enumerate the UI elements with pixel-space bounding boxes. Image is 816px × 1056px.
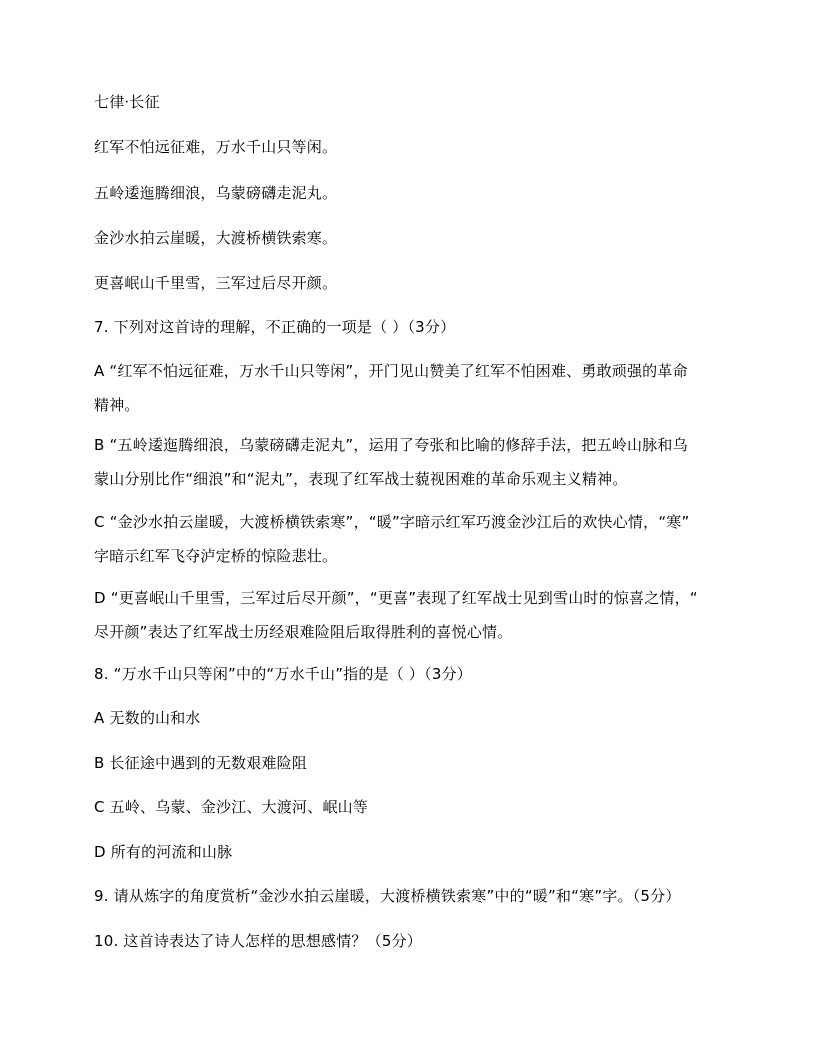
poem-line-2: 五岭逶迤腾细浪，乌蒙磅礴走泥丸。 — [94, 184, 338, 202]
question-8-option-b: B 长征途中遇到的无数艰难险阻 — [94, 754, 308, 772]
option-a-line-1: A “红军不怕远征难，万水千山只等闲”，开门见山赞美了红军不怕困难、勇敢顽强的革命 — [94, 362, 688, 380]
poem-title: 七律·长征 — [94, 93, 160, 111]
question-8-stem: 8. “万水千山只等闲”中的“万水千山”指的是（ ）（3分） — [94, 665, 472, 683]
option-c-line-2: 字暗示红军飞夺泸定桥的惊险悲壮。 — [94, 547, 338, 565]
option-c-line-1: C “金沙水拍云崖暖，大渡桥横铁索寒”，“暖”字暗示红军巧渡金沙江后的欢快心情，“寒” — [94, 513, 690, 531]
question-7-option-d — [94, 581, 734, 649]
option-b-line-1: B “五岭逶迤腾细浪，乌蒙磅礴走泥丸”，运用了夸张和比喻的修辞手法，把五岭山脉和乌 — [94, 436, 688, 454]
option-a-line-2: 精神。 — [94, 396, 140, 414]
question-10-stem: 10. 这首诗表达了诗人怎样的思想感情？（5分） — [94, 932, 422, 950]
question-8-option-a: A 无数的山和水 — [94, 709, 201, 727]
question-8-option-d: D 所有的河流和山脉 — [94, 843, 233, 861]
question-7-option-b — [94, 428, 734, 496]
question-9-stem: 9. 请从炼字的角度赏析“金沙水拍云崖暖，大渡桥横铁索寒”中的“暖”和“寒”字。（5分） — [94, 887, 681, 905]
poem-line-3: 金沙水拍云崖暖，大渡桥横铁索寒。 — [94, 229, 338, 247]
question-7-option-a — [94, 354, 734, 422]
poem-line-4: 更喜岷山千里雪，三军过后尽开颜。 — [94, 274, 338, 292]
option-d-line-2: 尽开颜”表达了红军战士历经艰难险阻后取得胜利的喜悦心情。 — [94, 623, 513, 641]
question-7-option-c — [94, 505, 734, 573]
poem-line-1: 红军不怕远征难，万水千山只等闲。 — [94, 138, 338, 156]
option-d-line-1: D “更喜岷山千里雪，三军过后尽开颜”，“更喜”表现了红军战士见到雪山时的惊喜之情，“ — [94, 589, 698, 607]
question-8-option-c: C 五岭、乌蒙、金沙江、大渡河、岷山等 — [94, 798, 369, 816]
question-7-stem: 7. 下列对这首诗的理解，不正确的一项是（ ）（3分） — [94, 318, 456, 336]
option-b-line-2: 蒙山分别比作“细浪”和“泥丸”，表现了红军战士藐视困难的革命乐观主义精神。 — [94, 470, 628, 488]
